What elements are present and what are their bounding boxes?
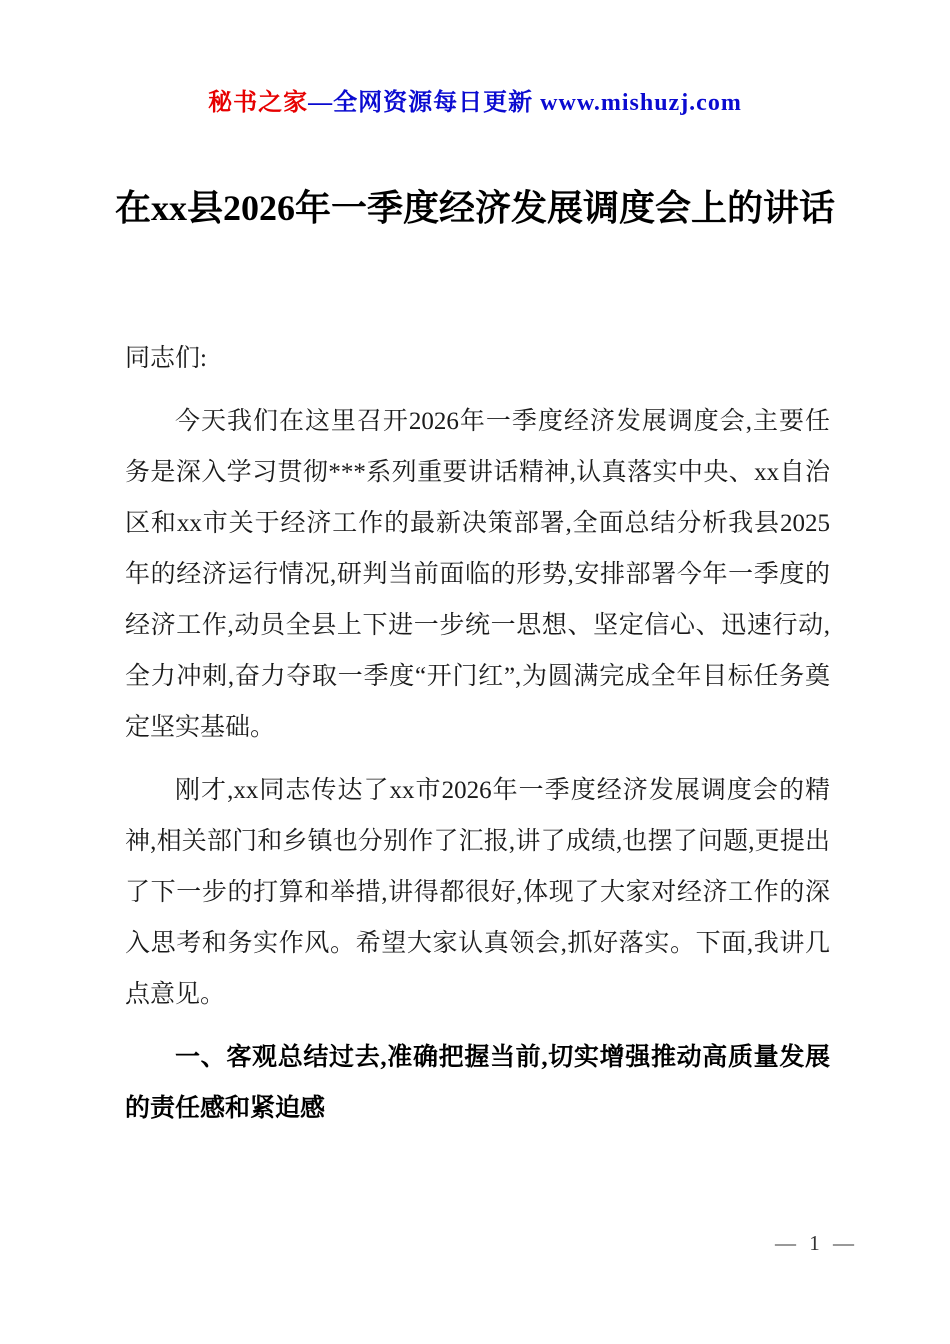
paragraph: 今天我们在这里召开2026年一季度经济发展调度会,主要任务是深入学习贯彻***系列重要讲话精神,认真落实中央、xx自治区和xx市关于经济工作的最新决策部署,全面总结分析我县2025年的经济运行情况,研判当前面临的形势,安排部署今年一季度的经济工作,动员全县上下进一步统一思想、坚定信心、迅速行动,全力冲刺,奋力夺取一季度“开门红”,为圆满完成全年目标任务奠定坚实基础。 <box>125 408 830 741</box>
paragraph-salutation: 同志们: <box>125 345 207 372</box>
site-header <box>0 82 950 117</box>
document-body <box>125 333 830 1134</box>
document-title: 在xx县2026年一季度经济发展调度会上的讲话 <box>115 188 836 228</box>
section-heading: 一、客观总结过去,准确把握当前,切实增强推动高质量发展的责任感和紧迫感 <box>125 1044 830 1122</box>
site-brand: 秘书之家 <box>208 90 309 116</box>
site-tagline: —全网资源每日更新 <box>308 90 541 116</box>
paragraph: 刚才,xx同志传达了xx市2026年一季度经济发展调度会的精神,相关部门和乡镇也分别作了汇报,讲了成绩,也摆了问题,更提出了下一步的打算和举措,讲得都很好,体现了大家对经济工作的深入思考和务实作风。希望大家认真领会,抓好落实。下面,我讲几点意见。 <box>125 777 830 1008</box>
site-url-link[interactable]: www.mishuzj.com <box>540 90 742 116</box>
page-number: — 1 — <box>775 1231 858 1255</box>
